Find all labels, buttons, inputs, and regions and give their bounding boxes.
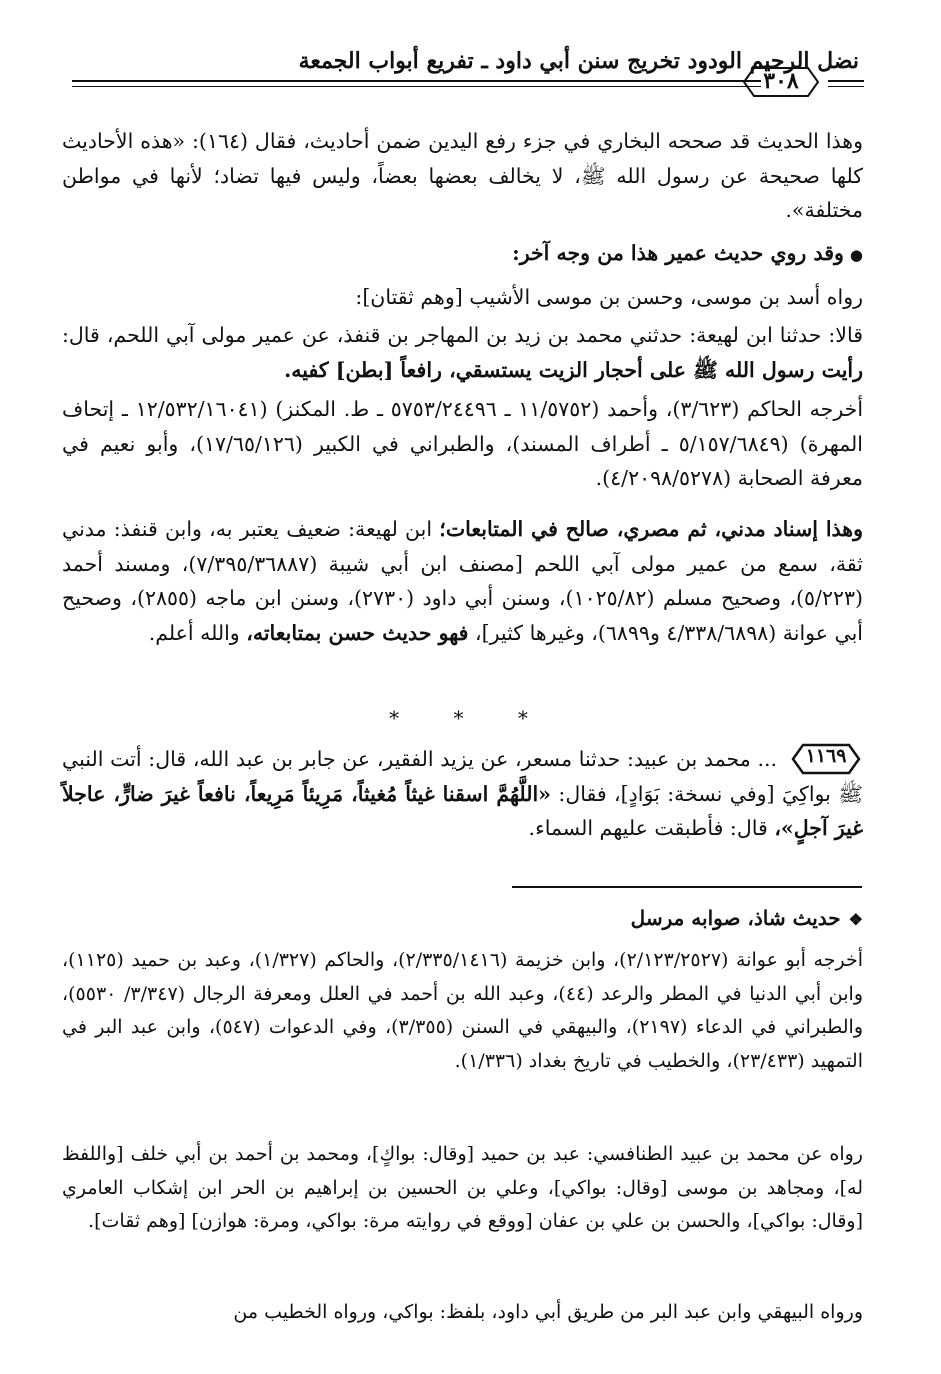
paragraph-hadith: [62, 742, 863, 846]
page-number-badge: [740, 64, 822, 100]
note-takhrij: أخرجه أبو عوانة (٢/١٢٣/٢٥٢٧)، وابن خزيمة (٢/٣٣٥/١٤١٦)، والحاكم (١/٣٢٧)، وعبد بن حميد (١١٢٥)، وابن أبي الدنيا في المطر والرعد (٤٤)، وعبد الله بن أحمد في العلل ومعرفة الرجال (٣/٣٤٧/ ٥٥٣٠)، والطبراني في الدعاء (٢١٩٧)، والبيهقي في السنن (٣/٣٥٥)، وفي الدعوات (٥٤٧)، وابن عبد البر في التمهيد (٢٣/٤٣٣)، والخطيب في تاريخ بغداد (١/٣٣٦).: [62, 949, 863, 1072]
grading-verdict: فهو حديث حسن بمتابعاته،: [246, 620, 469, 645]
paragraph-isnad: [62, 318, 863, 387]
hadith-close: قال: فأطبقت عليهم السماء.: [528, 816, 768, 840]
header-rule-right: [828, 80, 864, 82]
grading-lead: وهذا إسناد مدني، ثم مصري، صالح في المتابعات؛: [439, 517, 863, 541]
paragraph-narrators: رواه أسد بن موسى، وحسن بن موسى الأشيب [وهم ثقتان]:: [355, 285, 863, 309]
paragraph-takhrij: أخرجه الحاكم (٣/٦٢٣)، وأحمد (١١/٥٧٥٢ ـ ٥٧٥٣/٢٤٤٩٦ ـ ط. المكنز) (١٢/٥٣٢/١٦٠٤١ ـ إتحاف المهرة) (٥/١٥٧/٦٨٤٩ ـ أطراف المسند)، والطبراني في الكبير (١٧/٦٥/١٢٦)، وأبو نعيم في معرفة الصحابة (٤/٢٠٩٨/٥٢٧٨).: [62, 397, 864, 490]
hadith-number: ١١٦٩: [805, 745, 847, 767]
header-rule-right-bottom: [828, 86, 864, 87]
another-route-text: وقد روي حديث عمير هذا من وجه آخر:: [512, 241, 844, 265]
isnad-matn: رأيت رسول الله ﷺ على أحجار الزيت يستسقي، رافعاً [بطن] كفيه.: [284, 357, 863, 382]
running-header-title: نضل الرحيم الودود تخريج سنن أبي داود ـ تفريع أبواب الجمعة: [298, 48, 859, 74]
hadith-isnad: ... محمد بن عبيد: حدثنا مسعر، عن يزيد الفقير، عن جابر بن عبد الله، قال: أتت النبي ﷺ بواكِيَ [وفي نسخة: بَوَادٍ]، فقال:: [62, 747, 863, 806]
note-narrators: رواه عن محمد بن عبيد الطنافسي: عبد بن حميد [وقال: بواكٍ]، ومحمد بن أحمد بن أبي خلف [واللفظ له]، ومجاهد بن موسى [وقال: بواكي]، وعلي بن الحسين بن إبراهيم بن الحر ابن إشكاب العامري [وقال: بواكي]، والحسن بن علي بن عفان [ووقع في روايته مرة: بواكي، ومرة: هوازن] [وهم ثقات].: [62, 1143, 863, 1232]
note-heading-text: حديث شاذ، صوابه مرسل: [630, 906, 841, 930]
paragraph-grading: [62, 512, 863, 650]
paragraph-another-route: [62, 236, 863, 273]
hadith-dua: «اللَّهُمَّ اسقنا غيثاً مُغيثاً، مَرِيئاً مَرِيعاً، نافعاً غيرَ ضارٍّ، عاجلاً غيرَ آجلٍ»،: [62, 781, 863, 840]
note-heading: [631, 906, 863, 930]
header-rule-bottom: [72, 86, 761, 87]
page-number: ٣٠٨: [763, 68, 799, 94]
grading-close: والله أعلم.: [148, 620, 240, 645]
paragraph-bukhari: وهذا الحديث قد صححه البخاري في جزء رفع اليدين ضمن أحاديث، فقال (١٦٤): «هذه الأحاديث كلها صحيحة عن رسول الله ﷺ، لا يخالف بعضها بعضاً، وليس فيها تضاد؛ لأنها في مواطن مختلفة».: [62, 129, 864, 222]
isnad-text: قالا: حدثنا ابن لهيعة: حدثني محمد بن زيد بن المهاجر بن قنفذ، عن عمير مولى آبي اللحم، قال:: [62, 323, 863, 347]
grading-text: ابن لهيعة: ضعيف يعتبر به، وابن قنفذ: مدني ثقة، سمع من عمير مولى آبي اللحم [مصنف ابن أبي شيبة (٧/٣٩٥/٣٦٨٨٧)، ومسند أحمد (٥/٢٢٣)، وصحيح مسلم (١٠٢٥/٨٢)، وسنن أبي داود (٢٧٣٠)، وسنن ابن ماجه (٢٨٥٥)، وصحيح أبي عوانة (٤/٣٣٨/٦٨٩٨ و٦٨٩٩)، وغيرها كثير]،: [62, 517, 863, 645]
note-continuation: ورواه البيهقي وابن عبد البر من طريق أبي داود، بلفظ: بواكي، ورواه الخطيب من: [233, 1301, 863, 1323]
bullet-icon: ●: [849, 246, 863, 264]
header-rule-top: [72, 80, 761, 82]
footnote-separator: [512, 886, 862, 888]
book-icon: ❖: [848, 910, 863, 929]
section-divider-stars: * * *: [389, 706, 552, 730]
